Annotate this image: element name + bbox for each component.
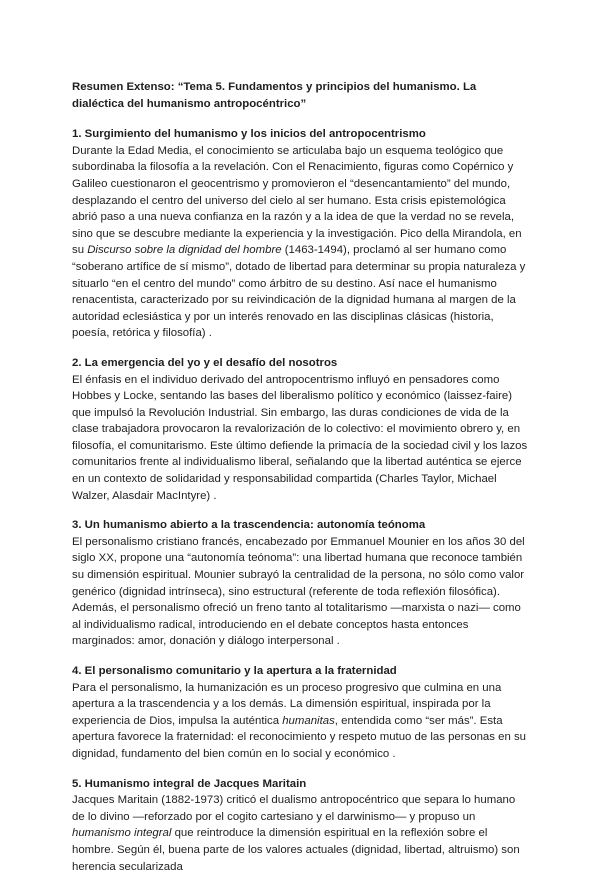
section-paragraph <box>72 534 528 650</box>
section-paragraph <box>72 680 528 763</box>
italic-term: humanitas <box>282 714 335 727</box>
section-paragraph <box>72 792 528 875</box>
italic-term: humanismo integral <box>72 827 172 840</box>
paragraph-text: (1463-1494), proclamó al ser humano como “soberano artífice de sí mismo”, dotado de libertad para determinar su propia naturaleza y situarlo “en el centro del mundo” como árbitro de su destino. Así nace el humanismo renacentista, caracterizado por su reivindicación de la dignidad humana al margen de la autoridad eclesiástica y por un interés renovado en las disciplinas clásicas (historia, poesía, retórica y filosofía) . <box>72 244 526 340</box>
section-heading: 1. Surgimiento del humanismo y los inicios del antropocentrismo <box>72 128 426 141</box>
section-heading: 2. La emergencia del yo y el desafío del nosotros <box>72 356 338 369</box>
section-heading: 5. Humanismo integral de Jacques Maritain <box>72 777 307 790</box>
section-paragraph <box>72 143 528 342</box>
paragraph-text: El personalismo cristiano francés, encabezado por Emmanuel Mounier en los años 30 del siglo XX, propone una “autonomía teónoma”: una libertad humana que reconoce también su dimensión espiritual. Mounier subrayó la centralidad de la persona, no sólo como valor genérico (dignidad intrínseca), sino estructural (referente de toda reflexión filosófica). Además, el personalismo ofreció un freno tanto al totalitarismo —marxista o nazi— como al individualismo radical, introduciendo en el debate conceptos hasta entonces marginados: amor, donación y diálogo interpersonal . <box>72 535 525 648</box>
section-2 <box>72 355 528 504</box>
paragraph-text: , entendida como “ser más”. Esta apertura favorece la fraternidad: el reconocimiento y respeto mutuo de las personas en su dignidad, fundamento del bien común en lo social y económico . <box>72 714 526 760</box>
section-heading: 4. El personalismo comunitario y la apertura a la fraternidad <box>72 665 397 677</box>
section-5 <box>72 776 528 876</box>
italic-work-title: Discurso sobre la dignidad del hombre <box>87 244 282 257</box>
section-4 <box>72 663 528 763</box>
paragraph-text: El énfasis en el individuo derivado del antropocentrismo influyó en pensadores como Hobbes y Locke, sentando las bases del liberalismo político y económico (laissez-faire) que impulsó la Revolución Industrial. Sin embargo, las duras condiciones de vida de la clase trabajadora provocaron la revalorización de lo colectivo: el movimiento obrero y, en filosofía, el comunitarismo. Este último defiende la primacía de la sociedad civil y los lazos comunitarios frente al individualismo liberal, señalando que la libertad auténtica se ejerce en un contexto de solidaridad y responsabilidad compartida (Charles Taylor, Michael Walzer, Alasdair MacIntyre) . <box>72 373 528 502</box>
paragraph-text: Jacques Maritain (1882-1973) criticó el dualismo antropocéntrico que separa lo humano de lo divino —reforzado por el cogito cartesiano y el darwinismo— y propuso un <box>72 794 516 823</box>
paragraph-text: Para el personalismo, la humanización es un proceso progresivo que culmina en una apertura a la trascendencia y a los demás. La dimensión espiritual, inspirada por la experiencia de Dios, impulsa la auténtica <box>72 681 502 727</box>
section-1 <box>72 126 528 342</box>
document-content <box>72 79 528 888</box>
section-3 <box>72 517 528 650</box>
section-paragraph <box>72 372 528 505</box>
paragraph-text: que reintroduce la dimensión espiritual en la reflexión sobre el hombre. Según él, buena parte de los valores actuales (dignidad, libertad, altruismo) son herencia secularizada <box>72 827 520 873</box>
document-title: Resumen Extenso: “Tema 5. Fundamentos y principios del humanismo. La dialéctica del humanismo antropocéntrico” <box>72 81 477 110</box>
paragraph-text: Durante la Edad Media, el conocimiento se articulaba bajo un esquema teológico que subordinaba la filosofía a la revelación. Con el Renacimiento, figuras como Copérnico y Galileo cuestionaron el geocentrismo y promovieron el “desencantamiento” del mundo, desplazando el centro del universo del cielo al ser humano. Esta crisis epistemológica abrió paso a una nueva confianza en la razón y a la idea de que la verdad no se revela, sino que se descubre mediante la experiencia y la investigación. Pico della Mirandola, en su <box>72 144 522 257</box>
section-heading: 3. Un humanismo abierto a la trascendencia: autonomía teónoma <box>72 519 426 532</box>
